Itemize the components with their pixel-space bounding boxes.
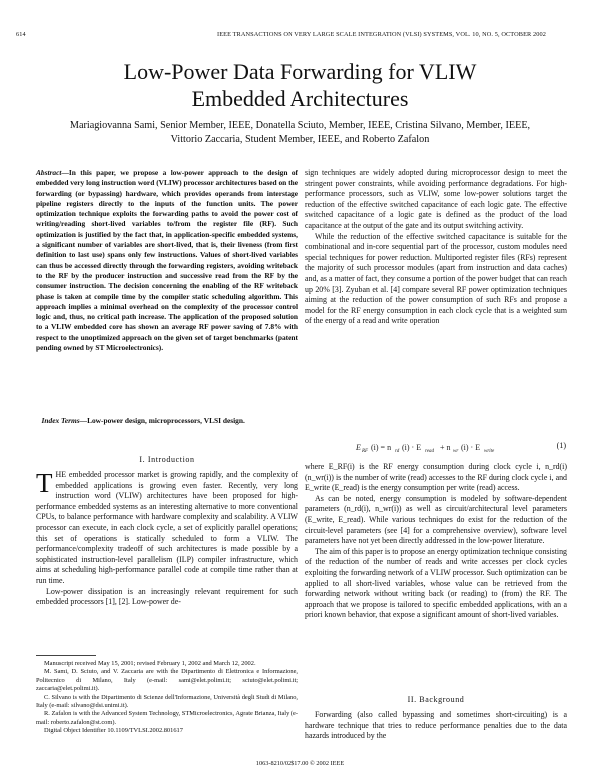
equation-1 xyxy=(305,440,567,459)
title-line-1: Low-Power Data Forwarding for VLIW xyxy=(123,59,477,84)
right-paragraph-5: The aim of this paper is to propose an energy optimization technique consisting of the reduction of the number of reads and write accesses per clock cycles exploiting the forwarding network of a VLIW processor. Such optimization can be applied to all short-lived variables, whose value can be retrieved from the forwarding network without writing back (or reading) to (from) the RF. The approach that we propose is tailored to specific embedded applications, with an a priori known behavior, that expose a significant amount of short-lived variables. xyxy=(305,546,567,620)
section-heading-background: II. Background xyxy=(407,695,465,704)
svg-text:E: E xyxy=(356,443,361,452)
right-paragraph-6: Forwarding (also called bypassing and sometimes short-circuiting) is a hardware technique that tries to reduce performance penalties due to the data hazards introduced by the xyxy=(305,710,567,741)
footnote-manuscript: Manuscript received May 15, 2001; revised February 1, 2002 and March 12, 2002. xyxy=(44,660,256,667)
footnote-rule xyxy=(36,655,96,656)
svg-text:write: write xyxy=(484,449,495,454)
footnote-affiliation-unimi: C. Silvano is with the Dipartimento di Scienze dell'Informazione, Università degli Studi di Milano, Italy (e-mail: silvano@dsi.unimi.it). xyxy=(36,693,298,710)
svg-text:rd: rd xyxy=(395,449,400,454)
title-line-2: Embedded Architectures xyxy=(191,86,409,111)
svg-text:(i) · E: (i) · E xyxy=(461,443,481,452)
right-column-middle xyxy=(305,462,567,621)
introduction-body xyxy=(36,470,298,608)
abstract-label: Abstract— xyxy=(36,168,69,177)
svg-text:RF: RF xyxy=(362,449,369,454)
authors-line-1: Mariagiovanna Sami, Senior Member, IEEE, Donatella Sciuto, Member, IEEE, Cristina Silvano, Member, IEEE, xyxy=(69,120,531,131)
author-list xyxy=(40,119,560,146)
right-paragraph-4: As can be noted, energy consumption is modeled by software-dependent parameters (n_rd(i), n_wr(i)) as well as circuit/architectural level parameters (E_write, E_read). While various techniques do exist for the reduction of the circuit-level parameters (see [4] for a comprehensive overview), software level parameters have not yet been directly addressed in the low-power literature. xyxy=(305,493,567,546)
equation-1-graphic xyxy=(326,440,546,454)
right-column-bottom xyxy=(305,710,567,742)
footnote-affiliation-st: R. Zafalon is with the Advanced System Technology, STMicroelectronics, Agrate Brianza, Italy (e-mail: roberto.zafalon@st.com). xyxy=(36,710,298,726)
index-terms xyxy=(36,416,298,426)
intro-paragraph-1-text: the complexity of embedded applications is growing even faster. Recently, very long instruction word (VLIW) architectures have been proposed for high-performance embedded systems as an interesting alternative to more conventional CPUs, to balance performance with hardware complexity and scalability. A VLIW processor can execute, in each clock cycle, a set of explicitly parallel operations; this set of operations is statically scheduled to form a VLIW. The performance/complexity tradeoff of such architectures is made possible by a sophisticated instruction-level parallelism (ILP) compiler infrastructure, which aims at scheduling high-performance parallel code at compile time rather than at run time. xyxy=(36,470,298,585)
copyright-footer: 1063-8210/02$17.00 © 2002 IEEE xyxy=(255,760,345,767)
intro-paragraph-1 xyxy=(36,470,298,587)
equation-number: (1) xyxy=(556,441,566,450)
index-terms-text: Low-power design, microprocessors, VLSI design. xyxy=(87,416,245,425)
right-paragraph-2: While the reduction of the effective switched capacitance is suitable for the combinational and in-core sequential part of the processor, custom modules need special techniques for power reduction. Multiported register files (RFs) represent the majority of such processor modules (apart from instruction and data caches) and, as a matter of fact, they consume a portion of the power budget that can reach up 20% [3]. Zyuban et al. [4] compare several RF power optimization techniques aiming at the reduction of the power consumption of such RFs and propose a model for the RF energy consumption in each clock cycle that is a weighted sum of the energy of a read and write operation xyxy=(305,231,567,326)
page-number: 614 xyxy=(16,31,26,38)
paper-title xyxy=(0,58,600,112)
footnote-affiliation-polimi: M. Sami, D. Sciuto, and V. Zaccaria are with the Dipartimento di Elettronica e Informazione, Politecnico di Milano, Italy (e-mail: sami@elet.polimi.it; sciuto@elet.polimi.it; zaccaria@elet.polimi.it). xyxy=(36,668,298,693)
right-paragraph-3: where E_RF(i) is the RF energy consumption during clock cycle i, n_rd(i) (n_wr(i)) is the number of write (read) accesses to the RF during clock cycle i, and E_write (E_read) is the energy consumption per write (read) access. xyxy=(305,462,567,493)
abstract-text: In this paper, we propose a low-power approach to the design of embedded very long instruction word (VLIW) processor architectures based on the forwarding (or bypassing) hardware, which provides operands from interstage pipeline registers directly to the inputs of the function units. The power optimization technique exploits the forwarding paths to avoid the power cost of writing/reading short-lived variables to/from the register file (RF). Such optimization is justified by the fact that, in application-specific embedded systems, a significant number of variables are short-lived, that is, their liveness (from first definition to last use) spans only few instructions. Values of short-lived variables can thus be accessed directly through the forwarding registers, avoiding writeback to the RF by the producer instruction and successive read from the RF by the consumer instruction. The decision concerning the enabling of the RF writeback phase is taken at compile time by the compiler static scheduling algorithm. This approach implies a minimal overhead on the complexity of the processor control logic and, thus, no critical path increase. The application of the proposed solution to a VLIW embedded core has shown an average RF power saving of 7.8% with respect to the unoptimized approach on the given set of target benchmarks (patent pending owned by ST Microelectronics). xyxy=(36,168,298,353)
footnote-doi: Digital Object Identifier 10.1109/TVLSI.2002.801617 xyxy=(44,727,183,735)
right-column-top xyxy=(305,168,567,327)
intro-lead: HE embedded processor market is growing rapidly, and xyxy=(55,470,238,479)
abstract xyxy=(36,168,298,353)
svg-text:read: read xyxy=(425,449,434,454)
right-paragraph-1: sign techniques are widely adopted during microprocessor design to meet the stringent power constraints, while avoiding performance degradations. For high-performance processors, such as VLIW, some low-power solutions target the reduction of the effective switched capacitance of each logic gate. The effective switched capacitance of a logic gate is defined as the product of the load capacitance at the output of the gate and its output switching activity. xyxy=(305,168,567,230)
svg-text:wr: wr xyxy=(453,449,459,454)
svg-text:+ n: + n xyxy=(440,443,451,452)
svg-text:(i) = n: (i) = n xyxy=(371,443,392,452)
svg-text:(i) · E: (i) · E xyxy=(402,443,422,452)
authors-line-2: Vittorio Zaccaria, Student Member, IEEE, and Roberto Zafalon xyxy=(170,133,430,145)
running-head: IEEE TRANSACTIONS ON VERY LARGE SCALE INTEGRATION (VLSI) SYSTEMS, VOL. 10, NO. 5, OCTOBER 2002 xyxy=(217,31,546,38)
intro-paragraph-2: Low-power dissipation is an increasingly relevant requirement for such embedded processors [1], [2]. Low-power de- xyxy=(36,586,298,607)
section-heading-introduction: I. Introduction xyxy=(139,455,195,464)
footnotes xyxy=(36,660,298,736)
index-terms-label: Index Terms— xyxy=(41,416,88,425)
drop-cap: T xyxy=(36,468,53,498)
